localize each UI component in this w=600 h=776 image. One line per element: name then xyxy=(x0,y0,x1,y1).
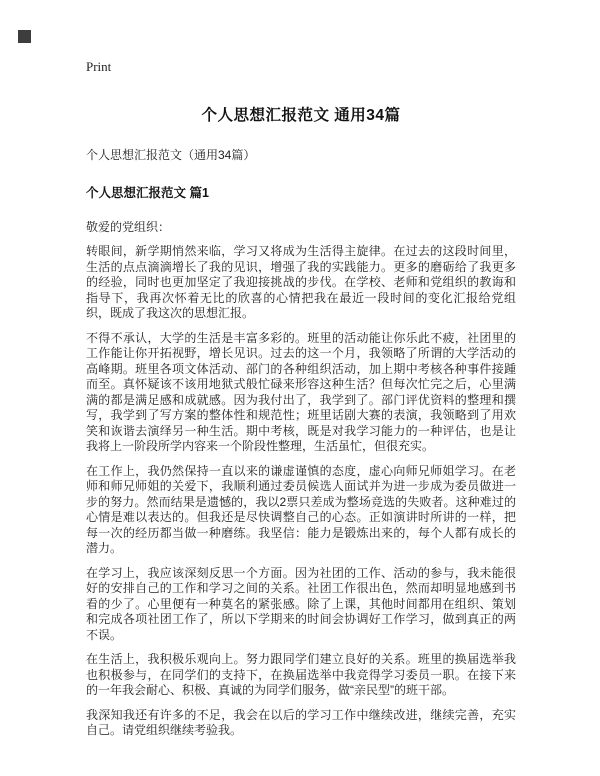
body-paragraph: 在学习上，我应该深刻反思一个方面。因为社团的工作、活动的参与，我未能很好的安排自己的工作和学习之间的关系。社团工作很出色，然而却明显地感到书看的少了。心里便有一种莫名的紧张感。除了上课，其他时间都用在组织、策划和完成各项社团工作了，所以下学期来的时间会协调好工作学习，做到真正的两不误。 xyxy=(86,565,516,642)
body-paragraph: 在工作上，我仍然保持一直以来的谦虚谨慎的态度，虚心向师兄师姐学习。在老师和师兄师姐的关爱下，我顺利通过委员候选人面试并为进一步成为委员做进一步的努力。然而结果是遗憾的，我以2票只差成为整场竞选的失败者。这种难过的心情是难以表达的。但我还是尽快调整自己的心态。正如演讲时所讲的一样，把每一次的经历都当做一种磨练。我坚信：能力是锻炼出来的，每个人都有成长的潜力。 xyxy=(86,463,516,555)
page-title: 个人思想汇报范文 通用34篇 xyxy=(201,107,401,124)
salutation-line: 敬爱的党组织： xyxy=(86,220,171,234)
body-paragraph: 我深知我还有许多的不足，我会在以后的学习工作中继续改进，继续完善，充实自己。请党组织继续考验我。 xyxy=(86,707,516,737)
paragraph-list xyxy=(86,244,516,739)
document-subtitle: 个人思想汇报范文（通用34篇） xyxy=(86,148,256,162)
body-paragraph: 转眼间，新学期悄然来临，学习又将成为生活得主旋律。在过去的这段时间里，生活的点点滴滴增长了我的见识，增强了我的实践能力。更多的磨砺给了我更多的经验，同时也更加坚定了我迎接挑战的步伐。在学校、老师和党组织的教诲和指导下，我再次怀着无比的欣喜的心情把我在最近一段时间的变化汇报给党组织，既成了我这次的思想汇报。 xyxy=(86,244,516,320)
section-heading: 个人思想汇报范文 篇1 xyxy=(86,186,209,200)
body-paragraph: 在生活上，我积极乐观向上。努力跟同学们建立良好的关系。班里的换届选举我也积极参与，在同学们的支持下，在换届选举中我竞得学习委员一职。在接下来的一年我会耐心、积极、真诚的为同学们服务，做“亲民型”的班干部。 xyxy=(86,652,516,697)
body-paragraph: 不得不承认，大学的生活是丰富多彩的。班里的活动能让你乐此不疲，社团里的工作能让你开拓视野，增长见识。过去的这一个月，我领略了所谓的大学活动的高峰期。班里各项文体活动、部门的各种组织活动，加上期中考核各种事件接踵而至。真怀疑该不该用地狱式般忙碌来形容这种生活？但每次忙完之后，心里满满的都是满足感和成就感。因为我付出了，我学到了。部门评优资料的整理和撰写，我学到了写方案的整体性和规范性；班里话剧大赛的表演，我领略到了用欢笑和诙谐去演绎另一种生活。期中考核，既是对我学习能力的一种评估，也是让我将上一阶段所学内容来一个阶段性整理，生活虽忙，但很充实。 xyxy=(86,330,516,453)
print-button[interactable]: Print xyxy=(86,59,112,74)
corner-marker xyxy=(18,30,31,43)
